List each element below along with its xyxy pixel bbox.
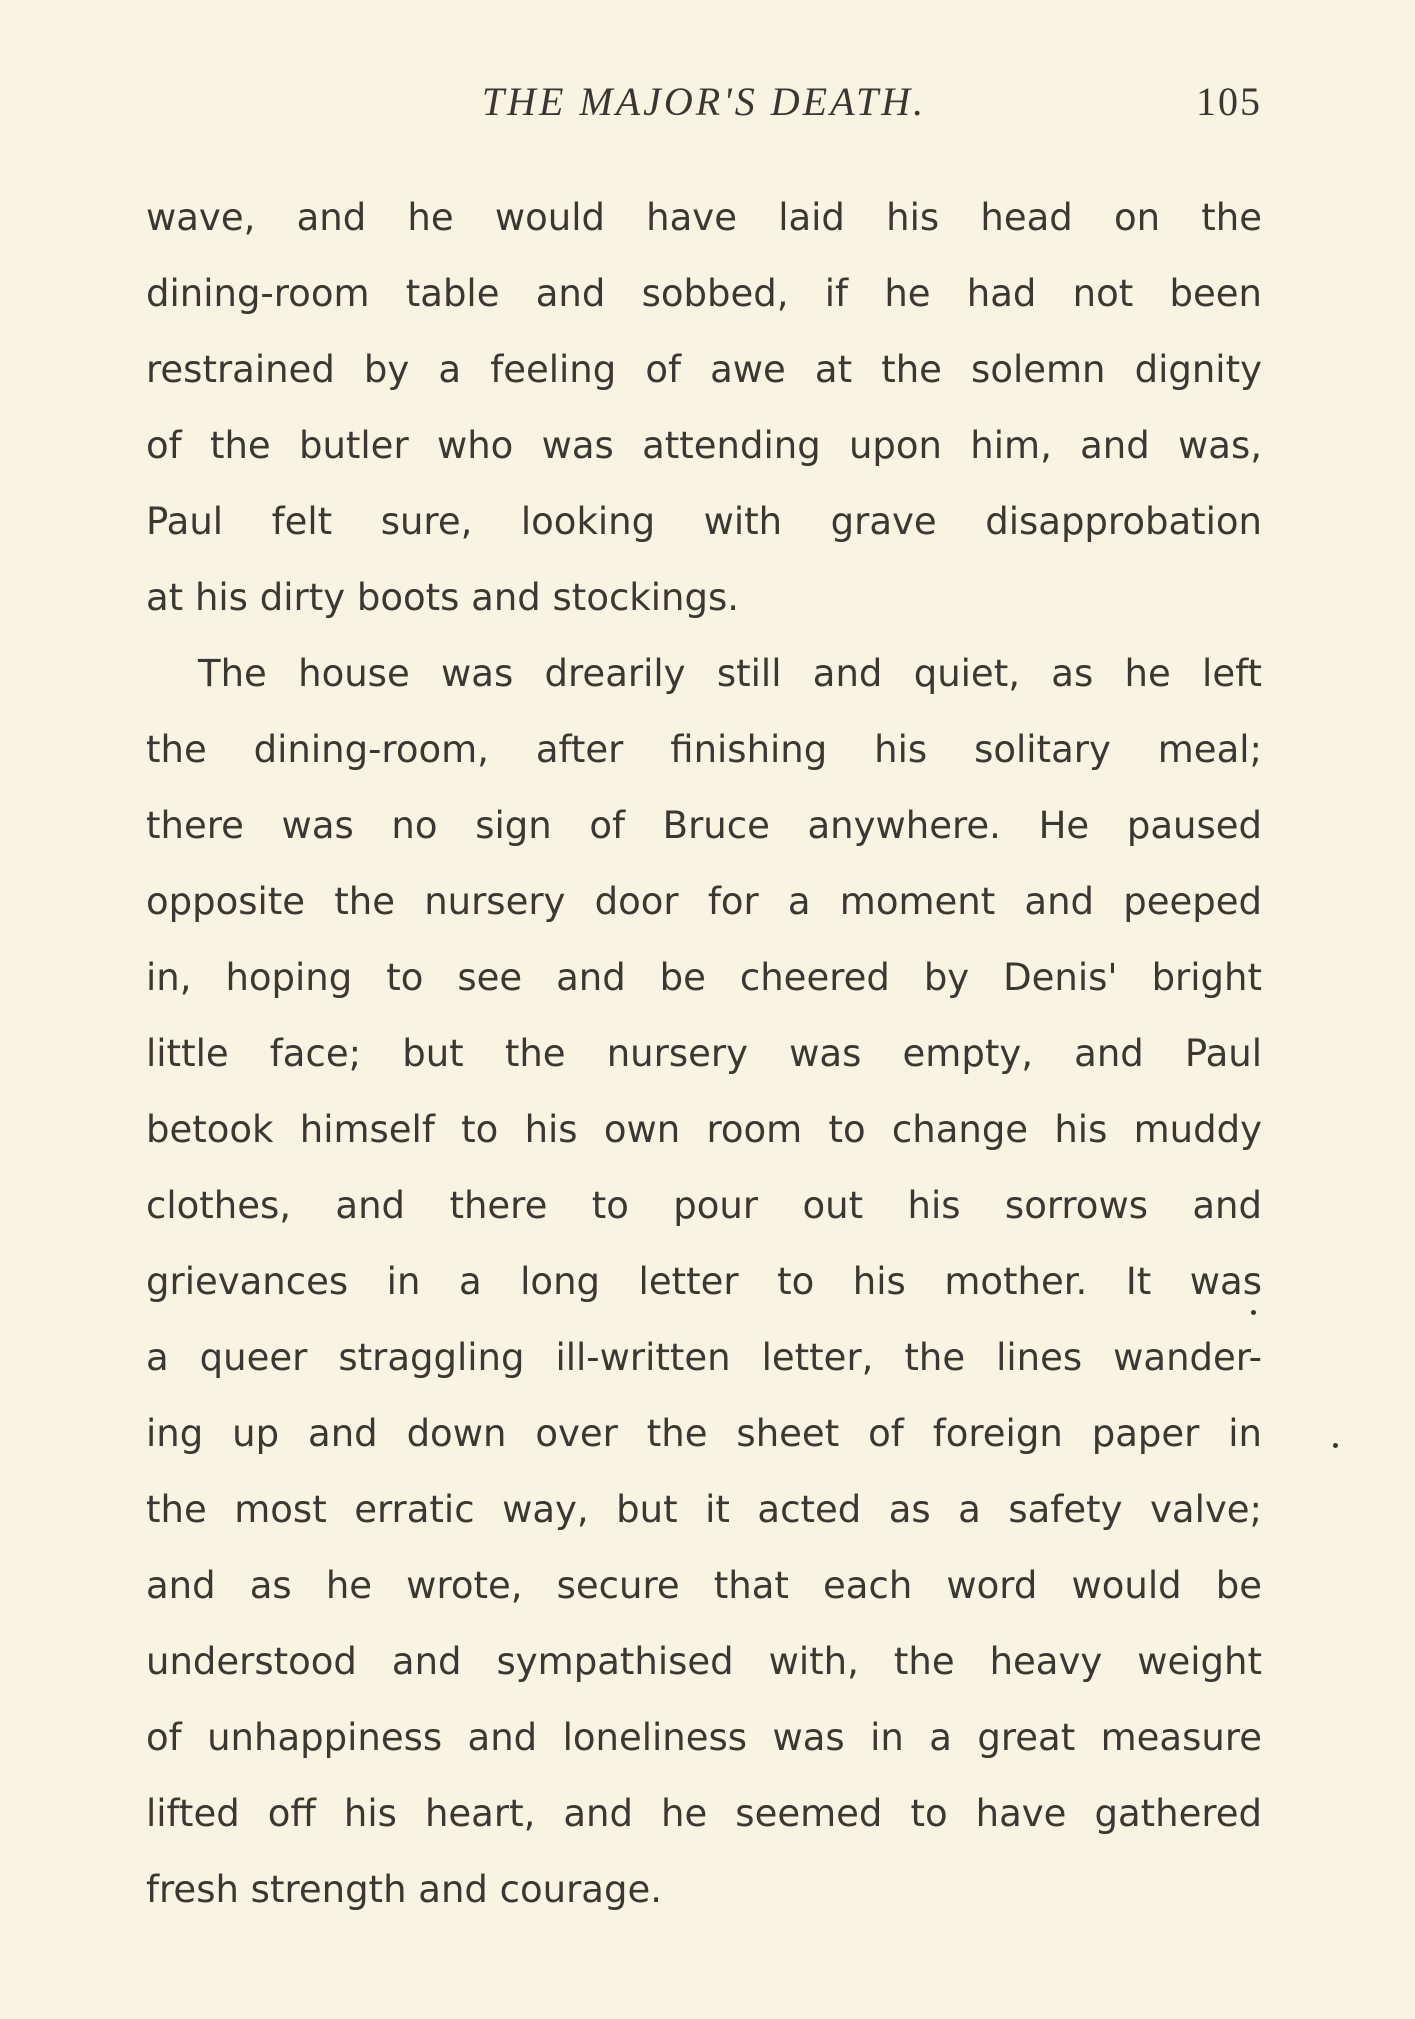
text-line: of unhappiness and loneliness was in a great measure: [146, 1716, 1262, 1759]
running-head: [146, 78, 1262, 138]
text-line: and as he wrote, secure that each word would be: [146, 1564, 1262, 1607]
text-line: the most erratic way, but it acted as a safety valve;: [146, 1488, 1262, 1531]
text-line: Paul felt sure, looking with grave disapprobation: [146, 500, 1262, 543]
text-line: there was no sign of Bruce anywhere. He paused: [146, 804, 1262, 847]
text-line: grievances in a long letter to his mother. It was: [146, 1260, 1262, 1303]
body-text: [146, 180, 1262, 1928]
text-line: ing up and down over the sheet of foreign paper in: [146, 1412, 1262, 1455]
page-number: 105: [1196, 79, 1262, 124]
text-line: wave, and he would have laid his head on the: [146, 196, 1262, 239]
ink-speck: [1333, 1443, 1338, 1448]
text-line: at his dirty boots and stockings.: [146, 576, 739, 619]
ink-speck: [1251, 1310, 1256, 1315]
text-line: opposite the nursery door for a moment and peeped: [146, 880, 1262, 923]
text-line: in, hoping to see and be cheered by Denis' bright: [146, 956, 1262, 999]
text-line: of the butler who was attending upon him, and was,: [146, 424, 1262, 467]
text-line: a queer straggling ill-written letter, the lines wander-: [146, 1336, 1262, 1379]
text-line: lifted off his heart, and he seemed to have gathered: [146, 1792, 1262, 1835]
text-line: restrained by a feeling of awe at the solemn dignity: [146, 348, 1262, 391]
paragraph-2: [146, 636, 1262, 1928]
text-line: clothes, and there to pour out his sorrows and: [146, 1184, 1262, 1227]
text-line: dining-room table and sobbed, if he had not been: [146, 272, 1262, 315]
paragraph-1: [146, 180, 1262, 636]
text-line: fresh strength and courage.: [146, 1868, 662, 1911]
text-line: little face; but the nursery was empty, and Paul: [146, 1032, 1262, 1075]
text-line: The house was drearily still and quiet, as he left: [198, 652, 1262, 695]
text-line: the dining-room, after finishing his solitary meal;: [146, 728, 1262, 771]
text-line: understood and sympathised with, the heavy weight: [146, 1640, 1262, 1683]
text-line: betook himself to his own room to change his muddy: [146, 1108, 1262, 1151]
chapter-title: THE MAJOR'S DEATH.: [481, 79, 927, 124]
